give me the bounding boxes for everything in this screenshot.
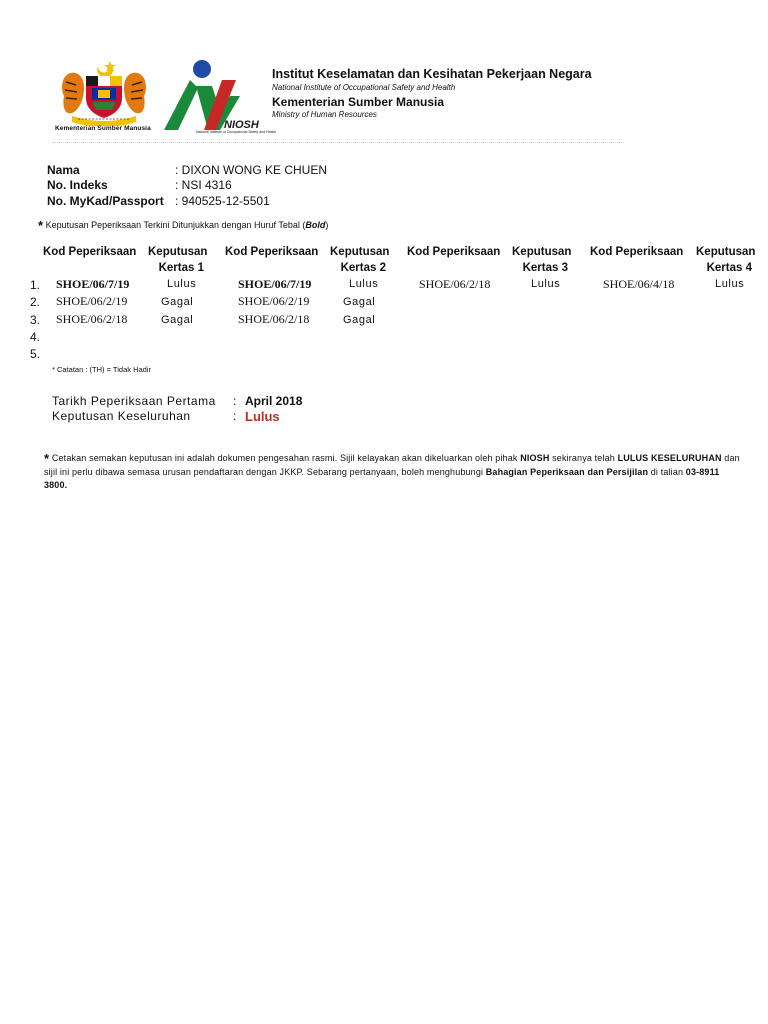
index-label: No. Indeks bbox=[47, 178, 108, 192]
table-cell-code: SHOE/06/7/19 bbox=[56, 277, 130, 291]
table-cell-result: Gagal bbox=[161, 296, 194, 308]
crest-caption: Kementerian Sumber Manusia bbox=[55, 125, 151, 132]
table-cell-result: Lulus bbox=[167, 278, 197, 290]
institute-name-english: National Institute of Occupational Safety and Health bbox=[272, 83, 456, 92]
row-number: 4. bbox=[29, 330, 40, 344]
bold-note bbox=[38, 218, 328, 233]
id-value: : 940525-12-5501 bbox=[175, 194, 270, 208]
table-cell-result: Lulus bbox=[531, 278, 561, 290]
catatan-note: * Catatan : (TH) = Tidak Hadir bbox=[52, 365, 151, 374]
footnote-bahagian: Bahagian Peperiksaan dan Persijilan bbox=[485, 466, 649, 477]
note-bold-word: Bold bbox=[305, 220, 326, 230]
footnote-niosh: NIOSH bbox=[520, 453, 550, 463]
table-cell-code: SHOE/06/2/18 bbox=[419, 277, 491, 291]
first-exam-value: April 2018 bbox=[245, 394, 303, 408]
footnote-text-2: sekiranya telah bbox=[549, 453, 618, 463]
note-text: Keputusan Peperiksaan Terkini Ditunjukkan dengan Huruf Tebal ( bbox=[45, 220, 306, 230]
institute-name: Institut Keselamatan dan Kesihatan Pekerjaan Negara bbox=[272, 67, 592, 81]
footnote-text-3: dan sijil ini perlu dibawa semasa urusan pendaftaran dengan JKKP. Sebarang pertanyaan, boleh menghubungi bbox=[44, 453, 740, 477]
footnote-text-4: di talian bbox=[648, 466, 686, 477]
note-star: * bbox=[38, 218, 44, 233]
name-label: Nama bbox=[47, 163, 80, 177]
row-number: 3. bbox=[29, 313, 40, 327]
table-cell-code: SHOE/06/2/19 bbox=[56, 294, 128, 308]
header-result-4: Keputusan bbox=[696, 246, 756, 258]
first-exam-label: Tarikh Peperiksaan Pertama bbox=[52, 394, 216, 408]
document-header bbox=[0, 0, 768, 150]
table-cell-code: SHOE/06/2/19 bbox=[238, 294, 310, 308]
header-paper-1: Kertas 1 bbox=[158, 262, 204, 274]
header-divider bbox=[52, 142, 624, 143]
footnote-lulus-keseluruhan: LULUS KESELURUHAN bbox=[617, 453, 722, 463]
header-code-2: Kod Peperiksaan bbox=[225, 246, 319, 258]
id-label: No. MyKad/Passport bbox=[47, 194, 164, 208]
table-cell-code: SHOE/06/7/19 bbox=[238, 277, 312, 291]
overall-result: Lulus bbox=[245, 409, 280, 424]
row-number: 5. bbox=[29, 347, 40, 361]
header-code-4: Kod Peperiksaan bbox=[590, 246, 684, 258]
niosh-logo-text: NIOSH bbox=[224, 119, 259, 131]
header-paper-2: Kertas 2 bbox=[340, 262, 386, 274]
header-result-3: Keputusan bbox=[512, 246, 572, 258]
table-cell-result: Gagal bbox=[343, 296, 376, 308]
table-cell-result: Lulus bbox=[715, 278, 745, 290]
overall-colon: : bbox=[233, 409, 237, 423]
footnote-phone: 03-8911 3800. bbox=[44, 466, 720, 490]
header-code-3: Kod Peperiksaan bbox=[407, 246, 501, 258]
table-cell-code: SHOE/06/2/18 bbox=[238, 312, 310, 326]
row-number: 1. bbox=[29, 278, 40, 292]
footnote-text-1: Cetakan semakan keputusan ini adalah dokumen pengesahan rasmi. Sijil kelayakan akan dikeluarkan oleh pihak bbox=[49, 453, 521, 463]
ministry-name-english: Ministry of Human Resources bbox=[272, 110, 377, 119]
ministry-name: Kementerian Sumber Manusia bbox=[272, 95, 445, 109]
table-cell-code: SHOE/06/2/18 bbox=[56, 312, 128, 326]
malaysia-coat-of-arms-icon bbox=[58, 58, 150, 126]
header-paper-4: Kertas 4 bbox=[706, 262, 752, 274]
niosh-logo-icon bbox=[160, 58, 266, 134]
niosh-logo-caption: National Institute of Occupational Safety and Health bbox=[196, 130, 277, 134]
table-cell-result: Gagal bbox=[161, 314, 194, 326]
index-value: : NSI 4316 bbox=[175, 178, 232, 192]
row-number: 2. bbox=[29, 295, 40, 309]
table-cell-result: Lulus bbox=[349, 278, 379, 290]
table-cell-code: SHOE/06/4/18 bbox=[603, 277, 675, 291]
first-exam-colon: : bbox=[233, 394, 237, 408]
name-value: : DIXON WONG KE CHUEN bbox=[175, 163, 328, 177]
footnote-star: * bbox=[44, 451, 50, 466]
overall-label: Keputusan Keseluruhan bbox=[52, 409, 191, 423]
header-result-1: Keputusan bbox=[148, 246, 208, 258]
footnote bbox=[44, 452, 744, 493]
header-code-1: Kod Peperiksaan bbox=[43, 246, 137, 258]
header-result-2: Keputusan bbox=[330, 246, 390, 258]
header-paper-3: Kertas 3 bbox=[522, 262, 568, 274]
table-cell-result: Gagal bbox=[343, 314, 376, 326]
note-close: ) bbox=[325, 220, 329, 230]
